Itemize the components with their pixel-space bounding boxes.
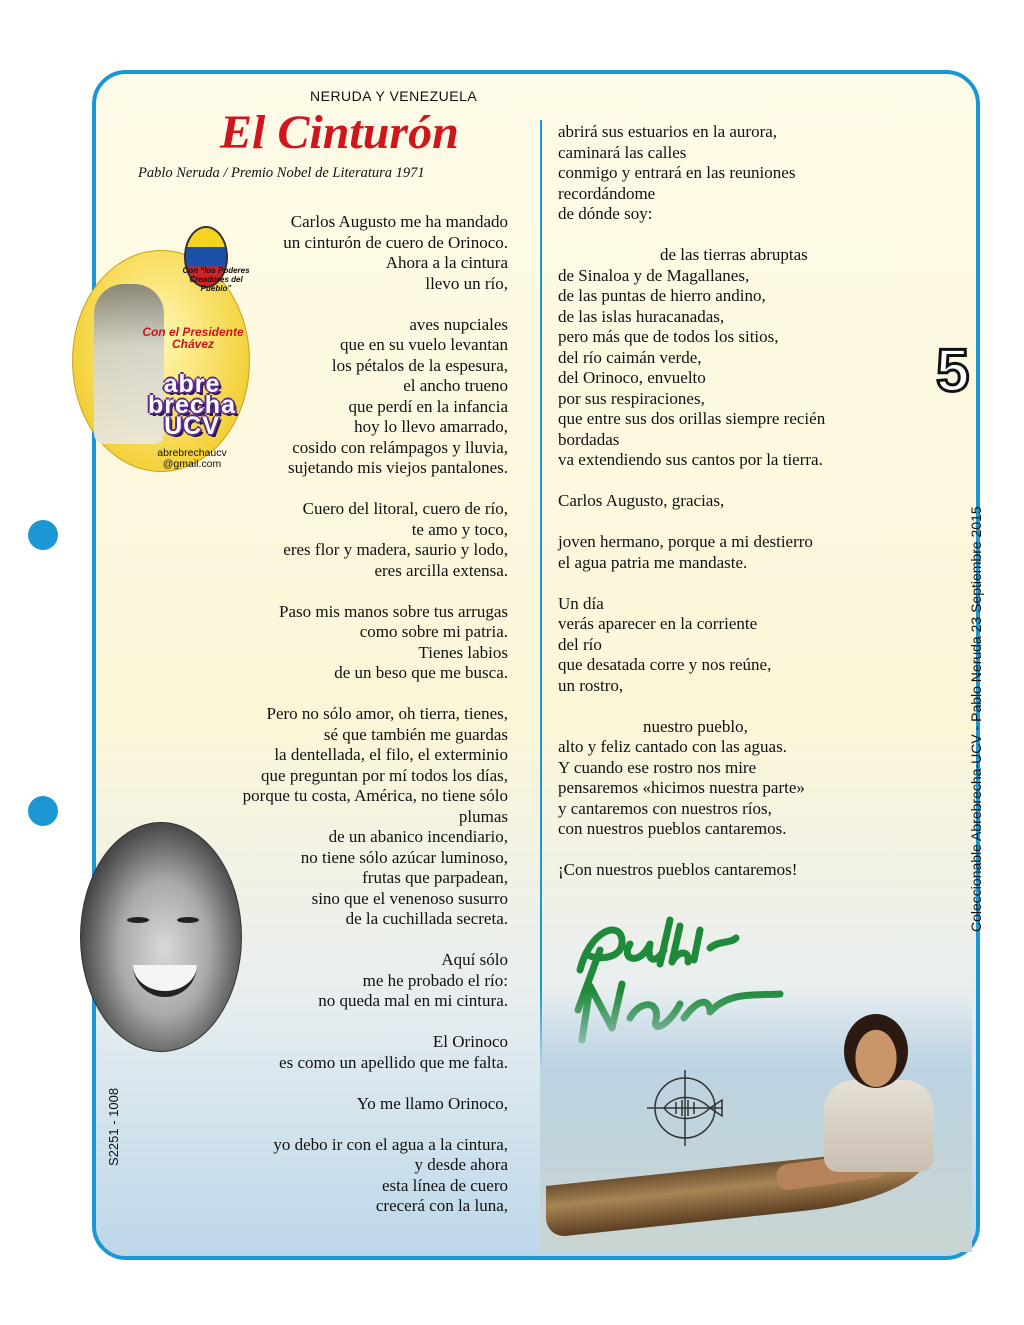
poem-line: te amo y toco, [411, 519, 508, 539]
poem-line [150, 1073, 508, 1094]
poem-line: y cantaremos con nuestros ríos, [558, 798, 772, 818]
poem-line: de las puntas de hierro andino, [558, 286, 766, 305]
poem-line: es como un apellido que me falta. [279, 1052, 508, 1072]
poem-line: bordadas [558, 429, 620, 449]
poem-line: verás aparecer en la corriente [558, 614, 758, 633]
poem-line: la dentellada, el filo, el exterminio [274, 745, 508, 764]
girl-body [824, 1080, 934, 1172]
binder-hole-icon [28, 520, 58, 550]
poem-line: ¡Con nuestros pueblos cantaremos! [558, 860, 798, 879]
poem-line: Ahora a la cintura [385, 253, 508, 272]
poem-line: como sobre mi patria. [359, 622, 508, 641]
poem-line: Un día [558, 593, 604, 613]
logo-brand: abre brecha UCV [148, 370, 236, 440]
kicker: NERUDA Y VENEZUELA [310, 88, 478, 104]
compass-fish-icon [630, 1058, 740, 1158]
poem-line: los pétalos de la espesura, [331, 355, 508, 375]
poem-line: que perdí en la infancia [348, 396, 508, 416]
poem-line: va extendiendo sus cantos por la tierra. [558, 450, 823, 469]
poem-line: recordándome [558, 183, 656, 203]
poem-line [558, 696, 938, 717]
poem-line [558, 573, 938, 594]
poem-line: de la cuchillada secreta. [345, 909, 508, 928]
poem-right-column [558, 122, 938, 881]
poem-line: de Sinaloa y de Magallanes, [558, 265, 750, 285]
poem-line: y desde ahora [414, 1155, 508, 1174]
poem-line: Carlos Augusto me ha mandado [290, 212, 508, 231]
poem-line: sé que también me guardas [323, 724, 508, 744]
poem-line: sino que el venenoso susurro [311, 888, 508, 908]
page-number: 5 [936, 337, 970, 404]
poem-line [150, 1114, 508, 1135]
poem-line: por sus respiraciones, [558, 388, 705, 408]
poem-line: Paso mis manos sobre tus arrugas [278, 601, 508, 621]
poem-line: de las tierras abruptas [558, 245, 808, 264]
poem-line [558, 225, 938, 246]
girl-in-canoe-photo [540, 990, 972, 1252]
poem-line: de un beso que me busca. [334, 663, 508, 682]
poem-line [150, 479, 508, 500]
poem-line: un rostro, [558, 675, 624, 695]
poem-line: Cuero del litoral, cuero de río, [302, 499, 508, 518]
poem-line: joven hermano, porque a mi destierro [558, 532, 813, 551]
poem-line: plumas [458, 806, 508, 826]
poem-line: Carlos Augusto, gracias, [558, 491, 725, 510]
poem-line: el agua patria me mandaste. [558, 552, 748, 572]
logo-tagline: Con “los Poderes Creadores del Pueblo” [182, 266, 250, 293]
poem-line: nuestro pueblo, [558, 716, 748, 736]
poem-line: de un abanico incendiario, [328, 827, 508, 846]
poem-line: que entre sus dos orillas siempre recién [558, 409, 826, 428]
poem-line: crecerá con la luna, [375, 1196, 508, 1215]
poem-line: que en su vuelo levantan [339, 335, 508, 354]
poem-line: que desatada corre y nos reúne, [558, 655, 772, 674]
poem-line: llevo un río, [425, 273, 508, 293]
poem-line [150, 581, 508, 602]
poem-line [150, 1012, 508, 1033]
poem-line: del río [558, 634, 602, 654]
poem-line: que preguntan por mí todos los días, [261, 765, 508, 785]
girl-head [844, 1014, 908, 1088]
poem-line: porque tu costa, América, no tiene sólo [242, 786, 508, 805]
poem-line: hoy lo llevo amarrado, [354, 417, 508, 436]
poem-line [558, 512, 938, 533]
byline: Pablo Neruda / Premio Nobel de Literatura 1971 [138, 165, 425, 181]
poem-line: me he probado el río: [362, 970, 508, 990]
poem-line: esta línea de cuero [381, 1175, 508, 1195]
poem-line: conmigo y entrará en las reuniones [558, 163, 796, 182]
poem-line: de las islas huracanadas, [558, 306, 725, 326]
poem-line: eres flor y madera, saurio y lodo, [283, 540, 508, 559]
page-title: El Cinturón [220, 106, 459, 159]
poem-line: frutas que parpadean, [362, 868, 508, 887]
poem-line [150, 930, 508, 951]
poem-line: el ancho trueno [403, 376, 508, 395]
eye-icon [127, 917, 149, 923]
poem-line: del río caimán verde, [558, 347, 702, 367]
poem-line: cosido con relámpagos y lluvia, [292, 437, 508, 457]
poem-line: yo debo ir con el agua a la cintura, [273, 1134, 508, 1154]
binder-hole-icon [28, 796, 58, 826]
poem-line: aves nupciales [409, 314, 508, 334]
poem-line: El Orinoco [432, 1032, 508, 1051]
poem-line: del Orinoco, envuelto [558, 368, 706, 387]
poem-line [150, 684, 508, 705]
poem-line: abrirá sus estuarios en la aurora, [558, 122, 778, 141]
poem-line: Tienes labios [418, 642, 508, 662]
poem-line: no tiene sólo azúcar luminoso, [300, 847, 508, 867]
poem-line: de dónde soy: [558, 204, 653, 223]
poem-line: pensaremos «hicimos nuestra parte» [558, 778, 805, 797]
side-credit: Coleccionable Abrebrecha-UCV - Pablo Neruda 23 Septiembre 2015 [968, 506, 984, 932]
logo-president: Con el Presidente Chávez [142, 325, 244, 351]
poem-line: con nuestros pueblos cantaremos. [558, 819, 787, 838]
poem-line [150, 294, 508, 315]
poem-line: caminará las calles [558, 142, 687, 162]
poem-line: eres arcilla extensa. [374, 560, 508, 580]
poem-line: alto y feliz cantado con las aguas. [558, 737, 787, 756]
poem-left-column [150, 212, 508, 1217]
poem-line [558, 840, 938, 861]
poem-line: sujetando mis viejos pantalones. [287, 458, 508, 477]
poem-line [558, 471, 938, 492]
logo-email: abrebrechaucv @gmail.com [157, 447, 227, 470]
poem-line: Pero no sólo amor, oh tierra, tienes, [266, 704, 508, 723]
poem-line: Aquí sólo [441, 950, 508, 969]
catalog-code: S2251 - 1008 [106, 1087, 121, 1166]
poem-line: Y cuando ese rostro nos mire [558, 757, 757, 777]
poem-line: un cinturón de cuero de Orinoco. [283, 232, 508, 252]
poem-line: pero más que de todos los sitios, [558, 327, 779, 346]
poem-line: Yo me llamo Orinoco, [356, 1093, 508, 1113]
poem-line: no queda mal en mi cintura. [318, 991, 508, 1010]
